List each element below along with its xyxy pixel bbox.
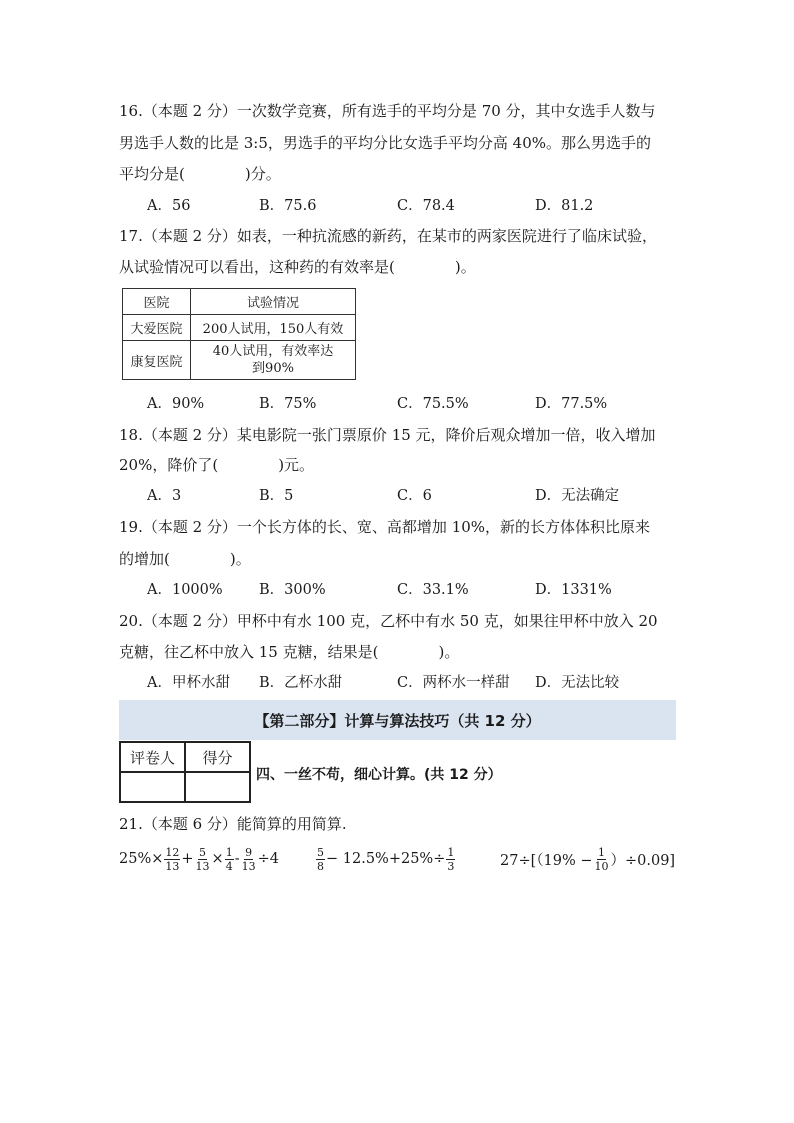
q20-option-c: C．两杯水一样甜: [397, 675, 510, 691]
expr1-part-d: -: [234, 851, 240, 867]
fraction-denominator: 13: [165, 859, 180, 873]
q21-expression-3: [500, 842, 675, 876]
fraction-numerator: 5: [199, 845, 207, 859]
expr2-fraction-1: [316, 846, 325, 873]
fraction-denominator: 8: [317, 859, 324, 873]
q16-option-c: C．78.4: [397, 198, 455, 214]
q19-option-b: B．300%: [259, 582, 326, 598]
grader-reviewer-blank: [120, 772, 185, 802]
part2-banner: [119, 700, 676, 740]
grader-score-label: 得分: [185, 742, 250, 772]
q18-line-1: 18.（本题 2 分）某电影院一张门票原价 15 元，降价后观众增加一倍，收入增加: [119, 426, 656, 444]
fraction-denominator: 13: [241, 859, 256, 873]
fraction-denominator: 3: [447, 859, 455, 873]
expr1-fraction-2: [195, 846, 211, 873]
expr1-fraction-1: [164, 846, 180, 873]
expr3-fraction-1: [594, 846, 610, 873]
fraction-numerator: 12: [165, 845, 180, 859]
expr3-part-b: ）÷0.09]: [610, 852, 676, 869]
q17-option-b: B．75%: [259, 396, 317, 412]
fraction-denominator: 4: [225, 859, 233, 873]
grader-blank-row: [120, 772, 250, 802]
expr1-fraction-4: [241, 846, 257, 873]
q18-option-a: A．3: [147, 488, 182, 504]
q18-line-2: 20%，降价了( )元。: [119, 456, 315, 474]
fraction-numerator: 1: [598, 845, 605, 859]
q20-option-a: A．甲杯水甜: [147, 675, 230, 691]
trial-cell-hospital: 大爱医院: [123, 315, 191, 341]
q16-option-b: B．75.6: [259, 198, 317, 214]
trial-cell-result: 200人试用，150人有效: [191, 315, 356, 341]
q16-line-3: 平均分是( )分。: [119, 165, 281, 183]
q19-option-d: D．1331%: [535, 582, 612, 598]
q18-option-d: D．无法确定: [535, 488, 620, 504]
trial-table: [122, 288, 356, 380]
trial-header-hospital: 医院: [123, 289, 191, 315]
q20-option-b: B．乙杯水甜: [259, 675, 343, 691]
expr1-part-a: 25%×: [119, 851, 164, 867]
expr1-part-e: ÷4: [257, 851, 279, 867]
expr1-fraction-3: [225, 846, 234, 873]
trial-cell-result-line-1: 40人试用，有效率达: [212, 344, 334, 359]
part2-banner-title: 【第二部分】计算与算法技巧（共 12 分）: [254, 711, 541, 730]
trial-table-header: [123, 289, 356, 315]
q16-option-a: A．56: [147, 198, 191, 214]
trial-cell-result: [191, 341, 356, 380]
expr1-part-c: ×: [211, 851, 224, 867]
fraction-denominator: 10: [594, 859, 609, 873]
grader-score-blank: [185, 772, 250, 802]
trial-header-result: 试验情况: [191, 289, 356, 315]
grader-table: [119, 741, 251, 803]
trial-cell-hospital: 康复医院: [123, 341, 191, 380]
q20-option-d: D．无法比较: [535, 675, 620, 691]
q19-option-c: C．33.1%: [397, 582, 469, 598]
q18-option-c: C．6: [397, 488, 432, 504]
q16-line-1: 16.（本题 2 分）一次数学竞赛，所有选手的平均分是 70 分，其中女选手人数与: [119, 102, 656, 120]
expr1-part-b: +: [181, 851, 194, 867]
q17-option-d: D．77.5%: [535, 396, 608, 412]
q19-option-a: A．1000%: [147, 582, 223, 598]
fraction-numerator: 5: [317, 845, 324, 859]
fraction-numerator: 1: [447, 845, 455, 859]
q17-line-1: 17.（本题 2 分）如表，一种抗流感的新药，在某市的两家医院进行了临床试验，: [119, 227, 657, 245]
q21-expression-1: [119, 842, 279, 876]
q16-option-d: D．81.2: [535, 198, 594, 214]
q21-line-1: 21.（本题 6 分）能简算的用简算.: [119, 815, 347, 833]
table-row: [123, 315, 356, 341]
q17-line-2: 从试验情况可以看出，这种药的有效率是( )。: [119, 258, 476, 276]
q18-option-b: B．5: [259, 488, 294, 504]
q20-line-2: 克糖，往乙杯中放入 15 克糖，结果是( )。: [119, 643, 460, 661]
q21-expression-2: [315, 842, 456, 876]
section4-title: 四、一丝不苟，细心计算。(共 12 分）: [256, 767, 502, 783]
trial-cell-result-line-2: 到90%: [252, 361, 294, 376]
q17-option-c: C．75.5%: [397, 396, 469, 412]
q19-line-2: 的增加( )。: [119, 550, 251, 568]
grader-header-row: [120, 742, 250, 772]
q20-line-1: 20.（本题 2 分）甲杯中有水 100 克，乙杯中有水 50 克，如果往甲杯中放入 20: [119, 612, 658, 630]
q19-line-1: 19.（本题 2 分）一个长方体的长、宽、高都增加 10%，新的长方体体积比原来: [119, 518, 651, 536]
expr3-part-a: 27÷[（19% −: [500, 852, 593, 869]
fraction-denominator: 13: [195, 859, 210, 873]
fraction-numerator: 9: [245, 845, 253, 859]
expr2-part-a: − 12.5%+25%÷: [326, 851, 446, 867]
q17-option-a: A．90%: [147, 396, 205, 412]
fraction-numerator: 1: [225, 845, 233, 859]
q16-line-2: 男选手人数的比是 3:5，男选手的平均分比女选手平均分高 40%。那么男选手的: [119, 134, 652, 152]
table-row: [123, 341, 356, 380]
grader-reviewer-label: 评卷人: [120, 742, 185, 772]
expr2-fraction-2: [446, 846, 455, 873]
